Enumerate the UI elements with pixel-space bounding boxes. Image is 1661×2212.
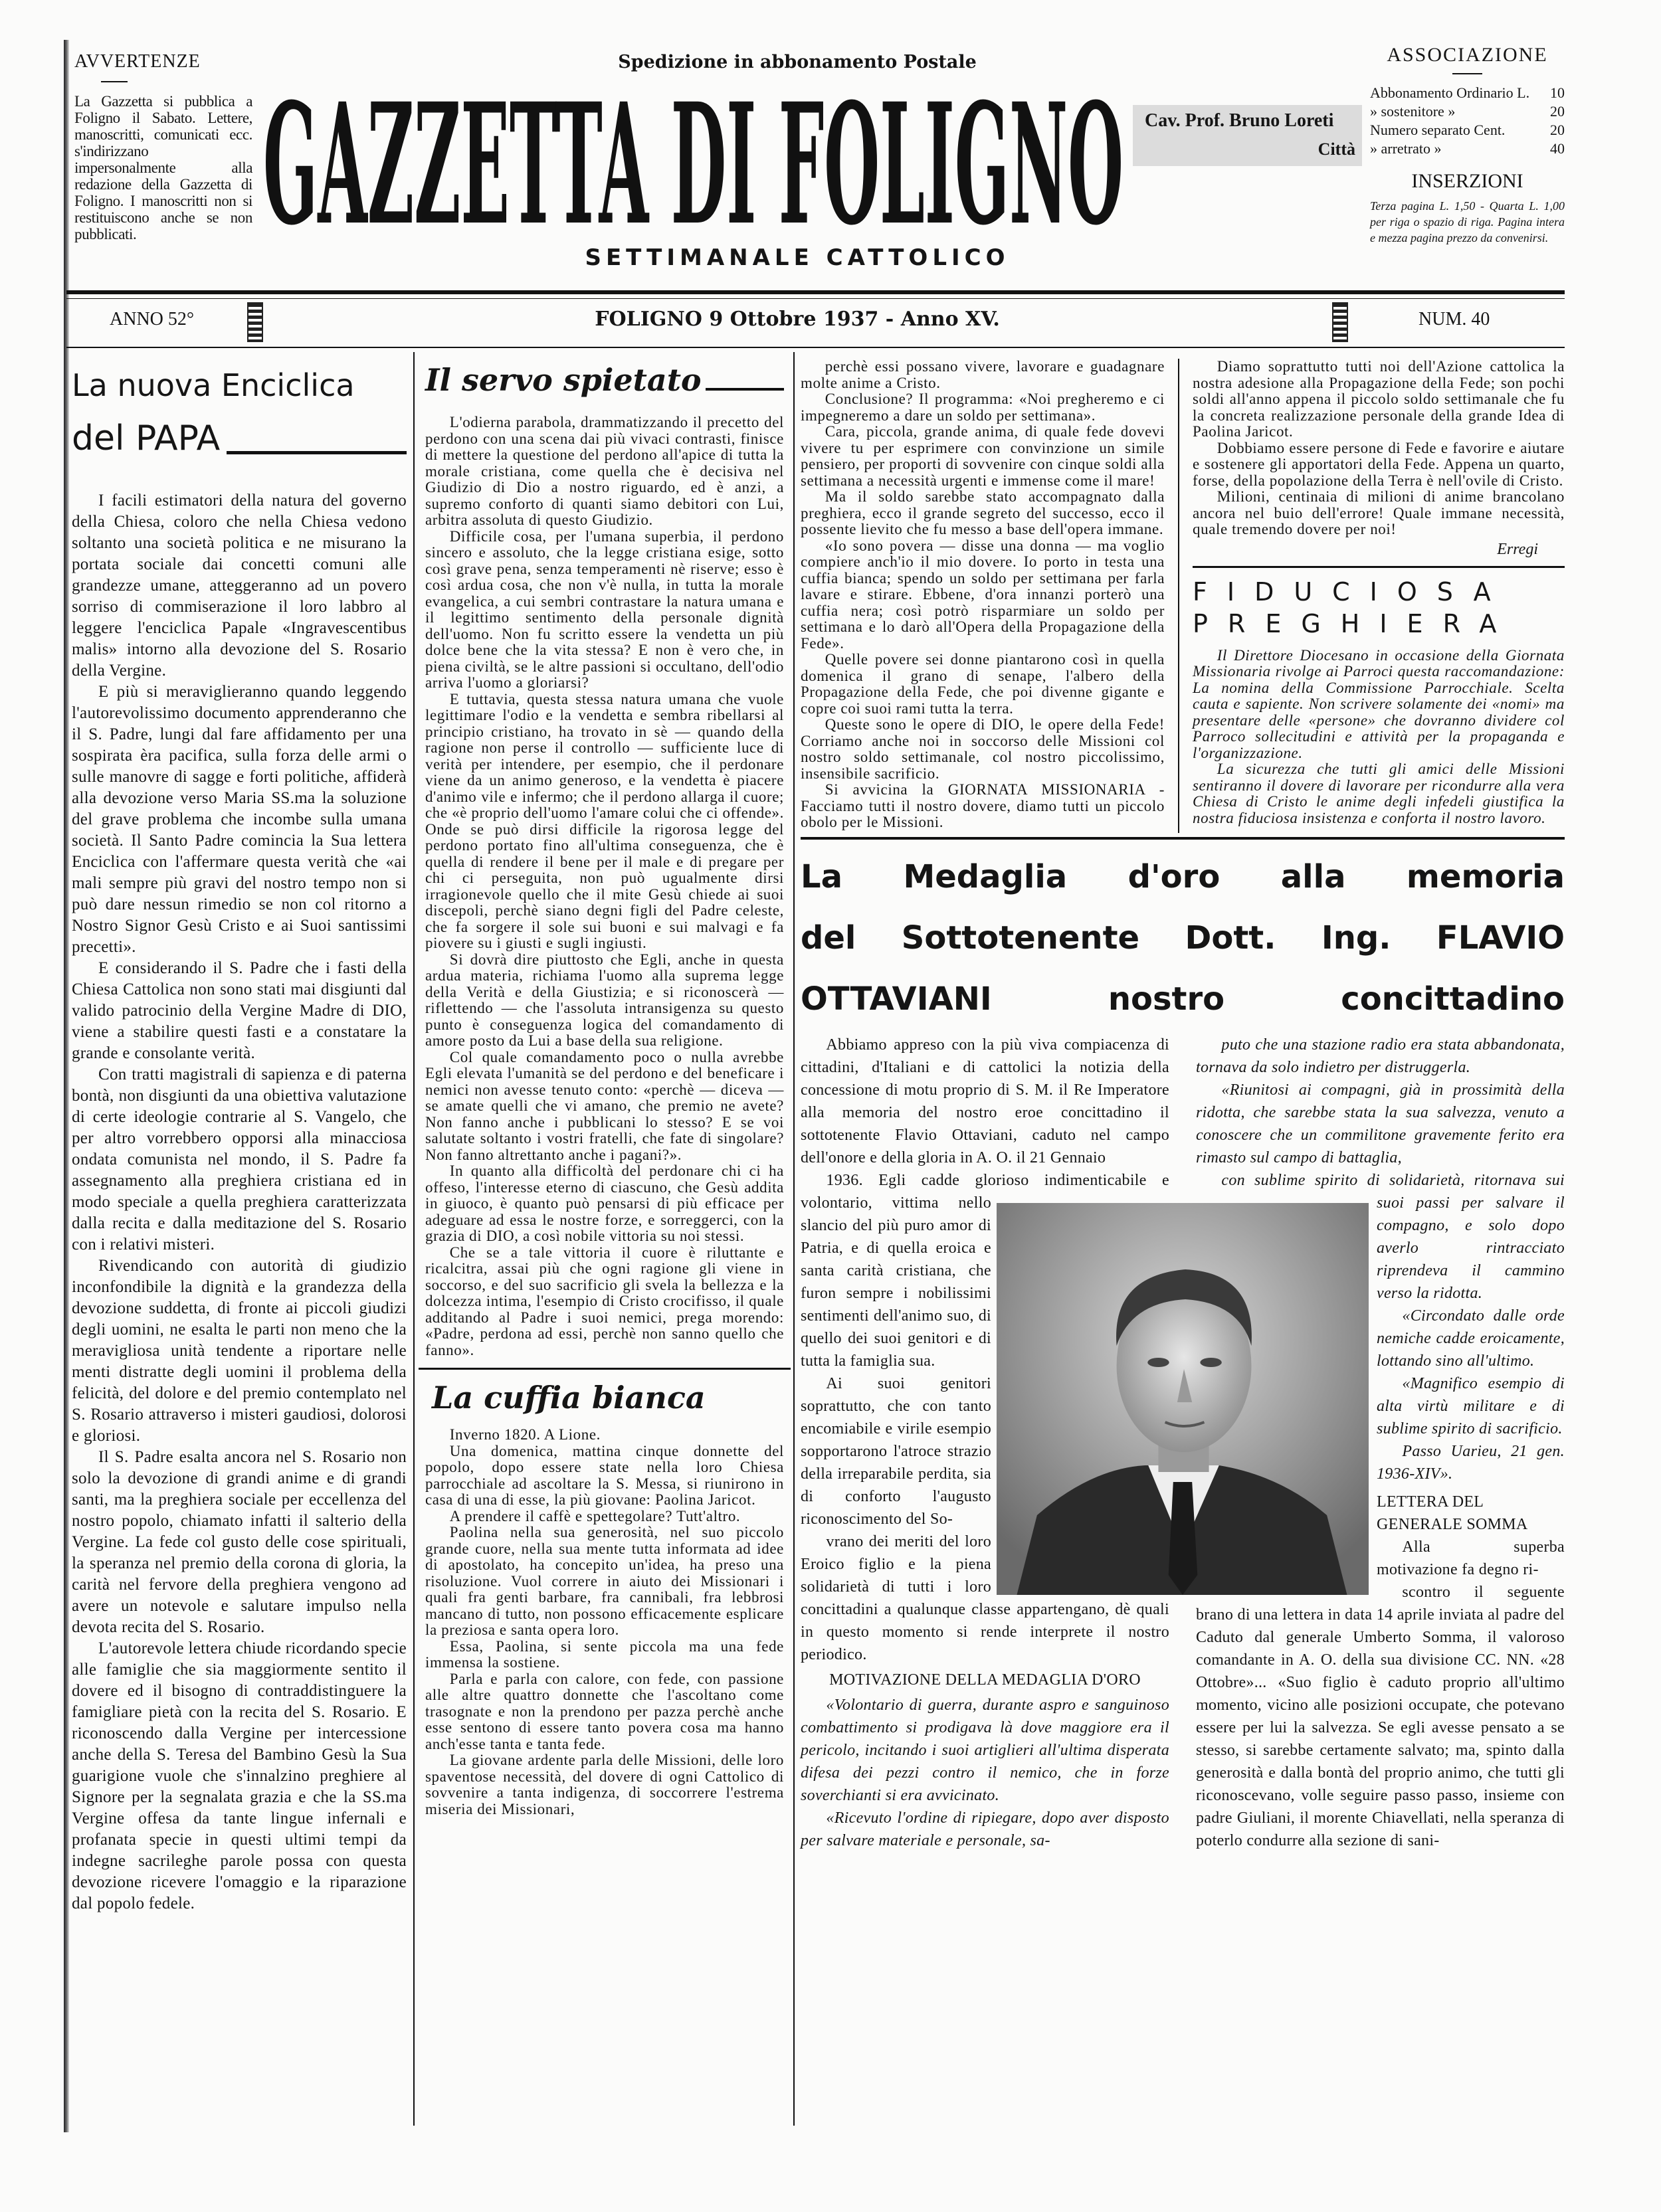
servo-body xyxy=(425,415,784,1358)
paragraph: Abbiamo appreso con la più viva compiacenza di cittadini, d'Italiani e di cattolici la notizia della concessione di motu proprio di S. M. il Re Imperatore alla memoria del nostro eroe concittadino il sottotenente Flavio Ottaviani, caduto nel campo dell'onore e della gloria in A. O. il 21 Gennaio xyxy=(801,1036,1169,1166)
paragraph: Essa, Paolina, si sente piccola ma una fede immensa la sostiene. xyxy=(425,1637,784,1671)
fiduciosa-body xyxy=(1193,648,1565,834)
medaglia-body xyxy=(801,1034,1565,1852)
paragraph: Diamo soprattutto tutti noi dell'Azione cattolica la nostra adesione alla Propagazione della Fede; son pochi soldi all'anno appena il piccolo soldo settimanale che fu la concreta realizzazione personale della grande Idea di Paolina Jaricot. xyxy=(1193,358,1565,440)
paragraph: Alla superba motivazione fa degno ri- xyxy=(1377,1538,1565,1578)
paragraph: Paolina nella sua generosità, nel suo piccolo grande cuore, nella sua mente tutta informata ad idee di apostolato, ha concepito un'idea, ha preso una risoluzione. Vuol correre in aiuto dei Missionari i quali fra genti barbare, fra cannibali, fra lebbrosi mancano di tutto, non possono efficacemente esplicare la preziosa e santa opera loro. xyxy=(425,1524,784,1638)
masthead-thick-rule xyxy=(66,290,1565,294)
column-rule-1 xyxy=(413,352,415,2126)
servo-title-underline xyxy=(706,388,784,391)
servo-title: Il servo spietato xyxy=(425,362,702,398)
dateline-rule xyxy=(66,347,1565,348)
subscription-row xyxy=(1370,102,1565,121)
enciclica-body xyxy=(72,490,407,1914)
paragraph: Una domenica, mattina cinque donnette del popolo, dopo essere state nella loro Chiesa parrocchiale ad ascoltare la S. Messa, si riunirono in casa di una di esse, la più giovane: Paolina Jaricot. xyxy=(425,1442,784,1508)
paragraph: «Io sono povera — disse una donna — ma voglio compiere anch'io il mio dovere. Io porto in testa una cuffia bianca; spendo un soldo per settimana per farla lavare e stirare. Ebbene, d'ora innanzi porterò una cuffia nera; così potrò risparmiare un soldo per settimana e lo darò all'Opera della Propagazione della Fede». xyxy=(801,537,1165,652)
paragraph: puto che una stazione radio era stata abbandonata, tornava da solo indietro per distruggerla. xyxy=(1196,1036,1565,1076)
paragraph: «Volontario di guerra, durante aspro e sanguinoso combattimento si prodigava là dove maggiore era il pericolo, incitando i suoi artiglieri all'ultima disperata difesa dei pezzi contro il nemico, che in forze soverchianti si era avvicinato. xyxy=(801,1697,1169,1804)
subscriptions-list xyxy=(1370,84,1565,158)
medaglia-top-rule xyxy=(801,837,1565,840)
paragraph: perchè essi possano vivere, lavorare e guadagnare molte anime a Cristo. xyxy=(801,358,1165,391)
paragraph: A prendere il caffè e spettegolare? Tutt'altro. xyxy=(449,1507,741,1524)
ornament-right xyxy=(1332,302,1348,342)
paragraph: Che se a tale vittoria il cuore è riluttante e ricalcitra, assai più che ogni ragione gli viene in soccorso, e del suo sacrificio gli svela la bellezza e la dolcezza intima, l'esempio di Cristo crocifisso, il quale additando al Padre i suoi nemici, prega morendo: «Padre, perdona ad essi, perchè non sanno quello che fanno». xyxy=(425,1244,784,1358)
paragraph: Si dovrà dire piuttosto che Egli, anche in questa ardua materia, richiama l'uomo alla suprema legge della Verità e della Giustizia; e si riconoscerà — riflettendo — che l'assoluta intransigenza su questo punto è conseguenza logica del comandamento di amore posto da Lui a base della sua religione. xyxy=(425,951,784,1049)
column-2 xyxy=(425,359,784,1817)
cuffia-body xyxy=(425,1427,784,1817)
subscription-row xyxy=(1370,139,1565,158)
paragraph: Ma il soldo sarebbe stato accompagnato dalla preghiera, ecco il grande segreto del successo, ecco il possente lievito che fu messo a base dell'opera immane. xyxy=(801,488,1165,537)
right-top-row xyxy=(801,359,1565,833)
paragraph: Queste sono le opere di DIO, le opere della Fede! Corriamo anche noi in soccorso delle Missioni col nostro soldo settimanale, col nostro piccolissimo, insensibile sacrificio. xyxy=(801,716,1165,782)
medaglia-heading-line: OTTAVIANI nostro concittadino xyxy=(801,980,1565,1018)
subscription-price: 20 xyxy=(1550,122,1565,138)
paragraph: Col quale comandamento poco o nulla avrebbe Egli elevata l'umanità se del perdono e del beneficare i nemici non avesse tenuto conto: «perchè — diceva — se amate quelli che vi amano, che premio ne avete? Non fanno anche i pubblicani lo stesso? E se voi salutate soltanto i vostri fratelli, che fate di singolare? Non fanno altrettanto anche i pagani?». xyxy=(425,1048,784,1163)
paragraph: L'odierna parabola, drammatizzando il precetto del perdono con una scena dai più vivaci contrasti, finisce di mettere la questione del perdono all'apice di tutta la morale cristiana, come quella che è decisiva nel Giudizio di Dio a nostro riguardo, ed è anzi, a supremo conforto di quanti siamo debitori con Lui, arbitra assoluta di questo Giudizio. xyxy=(425,414,784,528)
paragraph: L'autorevole lettera chiude ricordando specie alle famiglie che sia maggiormente sentito il dovere ed il bisogno di contraddistinguere la famigliare pietà con la recita del S. Rosario. E riconoscendo dalla Vergine per intercessione anche della S. Teresa del Bambino Gesù la Sua guarigione vuole che s'innalzino preghiere al Signore per la segnalata grazia e che la SS.ma Vergine offesa da tante lingue infernali e profanata specie in questi ultimi tempi da indegne sacrileghe parole possa con questa devozione ricevere l'omaggio e la riparazione dal popolo fedele. xyxy=(72,1639,407,1912)
subscriptions-title: ASSOCIAZIONE xyxy=(1387,44,1548,66)
subscription-price: 20 xyxy=(1550,103,1565,120)
paragraph: Parla e parla con calore, con fede, con passione alle altre quattro donnette che l'ascoltano come trasognate e non la prendono per pazza perchè anche esse sentono di essere tanto povera cosa ma hanno anch'esse tanta e tanta fede. xyxy=(425,1670,784,1752)
paragraph: «Circondato dalle orde nemiche cadde eroicamente, lottando sino all'ultimo. xyxy=(1377,1307,1565,1370)
subscription-label: Abbonamento Ordinario L. xyxy=(1370,84,1530,101)
paragraph: Inverno 1820. A Lione. xyxy=(449,1426,601,1443)
paragraph: scontro il seguente brano di una lettera in data 14 aprile inviata al padre del Caduto dal generale Umberto Somma, il valoroso comandante in A. O. della sua divisione CC. NN. «28 Ottobre»... «Suo figlio è caduto proprio all'ultimo momento, vicino alle posizioni occupate, che potevano essere per lui la salvezza. Se egli avesse pensato a se stesso, si sarebbe certamente salvato; ma, spinto dalla generosità e dalla bontà del proprio animo, che tutti gli riconoscevano, volle seguire passo passo, insieme con padre Giuliani, il morente Chiavellati, nella speranza di poterlo condurre alla sezione di sani- xyxy=(1196,1584,1565,1849)
notice-divider xyxy=(101,81,128,82)
paragraph: Cara, piccola, grande anima, di quale fede dovevi vivere tu per esprimere con convinzione un simile pensiero, per proporti di sovvenire con cinque soldi alla settimana a necessità urgenti e immense come il mare! xyxy=(801,423,1165,489)
notice-text: La Gazzetta si pubblica a Foligno il Sabato. Lettere, manoscritti, comunicati ecc. s'indirizzano impersonalmente alla redazione della Gazzetta di Foligno. I manoscritti non si restituiscono anche se non pubblicati. xyxy=(74,93,252,242)
notice-box xyxy=(74,52,252,242)
servo-end-rule xyxy=(419,1368,791,1370)
ads-text: Terza pagina L. 1,50 - Quarta L. 1,00 per riga o spazio di riga. Pagina intera e mezza pagina prezzo da convenirsi. xyxy=(1370,199,1565,244)
paragraph: Dobbiamo essere persone di Fede e favorire e aiutare e sostenere gli apportatori della Fede. Appena un quarto, forse, della popolazione della Terra è nell'ovile di Cristo. xyxy=(1193,439,1565,489)
postal-line: Spedizione in abbonamento Postale xyxy=(618,52,977,72)
paragraph: Rivendicando con autorità di giudizio inconfondibile la dignità e la grandezza della devozione suddetta, di fronte ai piccoli giudizi degli uomini, ne esalta le parti non meno che la meravigliosa unità tendente a riportare nelle menti distratte degli uomini il problema della felicità, del dolore e del premio contemplato nel S. Rosario attraverso i misteri gaudiosi, dolorosi e gloriosi. xyxy=(72,1257,407,1445)
paragraph: «Magnifico esempio di alta virtù militare e di sublime spirito di sacrificio. xyxy=(1377,1375,1565,1437)
paragraph: Il S. Padre esalta ancora nel S. Rosario non solo la devozione di grandi anime e di grandi santi, ma la preghiera sociale per eccellenza del nostro popolo, chiamato infatti il salterio della Vergine. La fede col gusto delle cose spirituali, la speranza nel premio della corona di gloria, la carità nel fervore della preghiera vengono ad avere un notevole e salutare impulso nella devota recita del S. Rosario. xyxy=(72,1448,407,1636)
ornament-left xyxy=(247,302,263,342)
letter-body xyxy=(1196,1581,1565,1852)
cuffia-continued-col4 xyxy=(1193,359,1565,538)
enciclica-title-underline xyxy=(227,451,407,454)
subscription-row xyxy=(1370,121,1565,139)
motivation-title: MOTIVAZIONE DELLA MEDAGLIA D'ORO xyxy=(829,1671,1141,1689)
subtitle: SETTIMANALE CATTOLICO xyxy=(585,244,1010,271)
medaglia-intro xyxy=(801,1034,1169,1169)
right-columns xyxy=(801,359,1565,1852)
medaglia-heading xyxy=(801,846,1565,1030)
paragraph: La giovane ardente parla delle Missioni, delle loro spaventose necessità, del dovere di ogni Cattolico di sovvenire a tanta indigenza, di soccorrere l'estrema miseria dei Missionari, xyxy=(425,1752,784,1817)
sticker-city: Città xyxy=(1318,139,1355,159)
notice-title: AVVERTENZE xyxy=(74,51,201,72)
medaglia-heading-line: del Sottotenente Dott. Ing. FLAVIO xyxy=(801,919,1565,957)
subscription-label: Numero separato Cent. xyxy=(1370,122,1506,138)
year-label: ANNO 52° xyxy=(110,309,195,329)
medaglia-heading-line: La Medaglia d'oro alla memoria xyxy=(801,858,1565,895)
motivation-text xyxy=(801,1694,1169,1852)
masthead-title xyxy=(263,93,1127,229)
paragraph: Quelle povere sei donne piantarono così in quella domenica il grano di senape, l'albero della Propagazione della Fede, che poi divenne gigante e copre coi suoi rami tutta la terra. xyxy=(801,651,1165,717)
issue-number: NUM. 40 xyxy=(1418,309,1490,329)
portrait-photo xyxy=(997,1203,1369,1595)
motivation-continued xyxy=(1196,1034,1565,1169)
masthead-thin-rule xyxy=(66,298,1565,299)
paragraph: In quanto alla difficoltà del perdonare chi ci ha offeso, l'interesse eterno di ciascuno, che Gesù addita in giuoco, è quanto può pensarsi di più efficace per adeguare ad essa le nostre forze, e sorreggerci, con la grazia di DIO, a così nobile vittoria su noi stessi. xyxy=(425,1162,784,1244)
paragraph: La sicurezza che tutti gli amici delle Missioni sentiranno il dovere di lavorare per ricondurre alla vera Chiesa di Cristo le anime degli infedeli giustifica la nostra fiduciosa insistenza e conforta il nostro lavoro. xyxy=(1193,761,1565,826)
paragraph: E considerando il S. Padre che i fasti della Chiesa Cattolica non sono stati mai disgiunti dal valido patrocinio della Vergine Madre di DIO, viene a stabilire questi fasti e a constatare la grande e consolante verità. xyxy=(72,959,407,1062)
fiduciosa-top-rule xyxy=(1193,566,1565,568)
paragraph: vrano dei meriti del loro Eroico figlio e la piena solidarietà di tutti i loro concittadini a qualunque classe appartengano, dè quali in questo momento si rende interprete il nostro periodico. xyxy=(801,1533,1169,1663)
paragraph: I facili estimatori della natura del governo della Chiesa, coloro che nella Chiesa vedono soltanto una società politica e ne misurano la portata sociale dai concetti comuni alle grandezze umane, atteggeranno ad un povero sorriso di commiserazione il loro labbro al leggere l'enciclica Papale «Ingravescentibus malis» intorno alla devozione del S. Rosario della Vergine. xyxy=(72,492,407,680)
letter-title: LETTERA DEL GENERALE SOMMA xyxy=(1377,1493,1528,1533)
enciclica-article xyxy=(72,359,407,1914)
subscription-price: 10 xyxy=(1550,84,1565,101)
paragraph: Conclusione? Il programma: «Noi pregheremo e ci impegneremo a dare un soldo per settimana». xyxy=(801,391,1165,424)
paragraph: «Riunitosi ai compagni, già in prossimità della ridotta, che sarebbe stata la sua salvezza, venuto a conoscere che un commilitone gravemente ferito era rimasto sul campo di battaglia, xyxy=(1196,1081,1565,1166)
subscription-row xyxy=(1370,84,1565,102)
servo-title-row xyxy=(425,359,784,401)
paragraph: E tuttavia, questa stessa natura umana che vuole legittimare l'odio e la vendetta e sembra ribellarsi al principio cristiano, ha trovato in sè — quando della ragione non perse il controllo — sufficiente luce di verità per intendere, per esempio, che il perdonare viene da un animo generoso, e la vendetta è piacere d'animo vile e infermo; che il perdono allarga il cuore; che «è proprio dell'uomo l'amare colui che ci offende». Onde se può dirsi difficile la rigorosa legge del perdono portato fino all'ultima conseguenza, che è quella di rendere il bene per il male e di pregare per chi ci perseguita, non può ugualmente dirsi irragionevole quello che il mite Gesù chiede ai suoi discepoli, perchè siano degni figli del Padre celeste, che fa sorgere il sole sui buoni e sui malvagi e fa piovere su i giusti e sugli ingiusti. xyxy=(425,690,784,951)
subscription-price: 40 xyxy=(1550,140,1565,157)
enciclica-title-2: del PAPA xyxy=(72,418,221,458)
cuffia-title: La cuffia bianca xyxy=(432,1380,706,1416)
paragraph: Passo Uarieu, 21 gen. 1936-XIV». xyxy=(1377,1443,1565,1483)
masthead-title-text: GAZZETTA DI FOLIGNO xyxy=(263,93,1124,229)
paragraph: Il Direttore Diocesano in occasione della Giornata Missionaria rivolge ai Parroci questa raccomandazione: La nomina della Commissione Parrocchiale. Scelta cauta e sapiente. Non scrivere solamente dei «nomi» ma presentare delle «persone» che dovranno dividere col Parroco sollecitudini e attività per la propaganda e l'organizzazione. xyxy=(1193,646,1565,761)
cuffia-signature: Erregi xyxy=(1497,540,1538,558)
subscriptions-divider xyxy=(1452,73,1482,74)
fiduciosa-title-1: FIDUCIOSA xyxy=(1193,577,1511,606)
subscription-label: » sostenitore » xyxy=(1370,103,1456,120)
paragraph: Si avvicina la GIORNATA MISSIONARIA - Facciamo tutti il nostro dovere, diamo tutti un piccolo obolo per le Missioni. xyxy=(801,781,1165,830)
scan-edge xyxy=(64,40,69,2132)
sticker-name: Cav. Prof. Bruno Loreti xyxy=(1145,110,1334,131)
paragraph: con sublime spirito di solidarietà, ritornava sui suoi passi per salvare il compagno, e solo dopo averlo rintracciato riprendeva il cammino verso la ridotta. xyxy=(1221,1172,1565,1302)
address-sticker xyxy=(1133,105,1362,166)
paragraph: «Ricevuto l'ordine di ripiegare, dopo aver disposto per salvare materiale e personale, sa- xyxy=(801,1809,1169,1849)
enciclica-title-row xyxy=(72,412,407,465)
cuffia-continued xyxy=(801,359,1178,833)
enciclica-title-1: La nuova Enciclica xyxy=(72,367,355,403)
subscription-label: » arretrato » xyxy=(1370,140,1442,157)
paragraph: Con tratti magistrali di sapienza e di paterna bontà, non disgiunti da una obiettiva valutazione di certe ideologie contrarie al S. Vangelo, che per altro vorrebbero opporsi alla minacciosa ondata comunista nel mondo, il S. Padre fa assegnamento alla preghiera cristiana ed in modo speciale a quella preghiera caratterizzata dalla recita e dalla meditazione del S. Rosario con i relativi misteri. xyxy=(72,1065,407,1253)
subscriptions-box xyxy=(1370,44,1565,246)
fiduciosa-title-2: PREGHIERA xyxy=(1193,608,1517,638)
paragraph: Ai suoi genitori soprattutto, che con tanto encomiabile e virile esempio sopportarono l'atroce strazio della irreparabile perdita, sia di conforto l'augusto riconoscimento del So- xyxy=(801,1375,991,1528)
column-4-top xyxy=(1178,359,1565,833)
paragraph: E più si meraviglieranno quando leggendo l'autorevolissimo documento apprenderanno che il S. Padre, lungi dal fare affidamento per una sospirata èra pacifica, sulla forza delle armi o sulle manovre di sagge e forti politiche, affiderà alla devozione verso Maria SS.ma la soluzione del grave problema che incombe sulla umana società. Il Santo Padre comincia la Sua lettera Enciclica con l'affermare questa verità che «ai mali sempre più gravi del nostro tempo non si può dare nessun rimedio se non col ritorno a Nostro Signor Gesù Cristo e ai Suoi santissimi precetti». xyxy=(72,683,407,956)
ads-title: INSERZIONI xyxy=(1411,170,1523,192)
paragraph: 1936. Egli cadde glorioso indimenticabile e volontario, vittima nello slancio del più puro amor di Patria, e di quella eroica e santa carità cristiana, che furon sempre i nobilissimi sentimenti dell'animo suo, di quello dei suoi genitori e di tutta la famiglia sua. xyxy=(801,1172,1169,1370)
dateline: FOLIGNO 9 Ottobre 1937 - Anno XV. xyxy=(595,308,1000,331)
column-rule-2 xyxy=(793,352,795,2126)
paragraph: Difficile cosa, per l'umana superbia, il perdono sincero e assoluto, che la legge cristiana esige, sotto così grave pena, senza temperamenti nè riserve; esso è così ardua cosa, che non v'è nulla, in tutta la morale evangelica, a cui sembri contrastare la natura umana e il legittimo sentimento della personale dignità dell'uomo. Non fu scritto essere la vendetta un più dolce bene che la vita stessa? E non è vero che, in piena civiltà, se le altre passioni si occultano, dell'odio arriva l'uomo a gloriarsi? xyxy=(425,527,784,691)
paragraph: Milioni, centinaia di milioni di anime brancolano ancora nel buio dell'errore! Quale immane necessità, quale tremendo dovere per noi! xyxy=(1193,488,1565,537)
